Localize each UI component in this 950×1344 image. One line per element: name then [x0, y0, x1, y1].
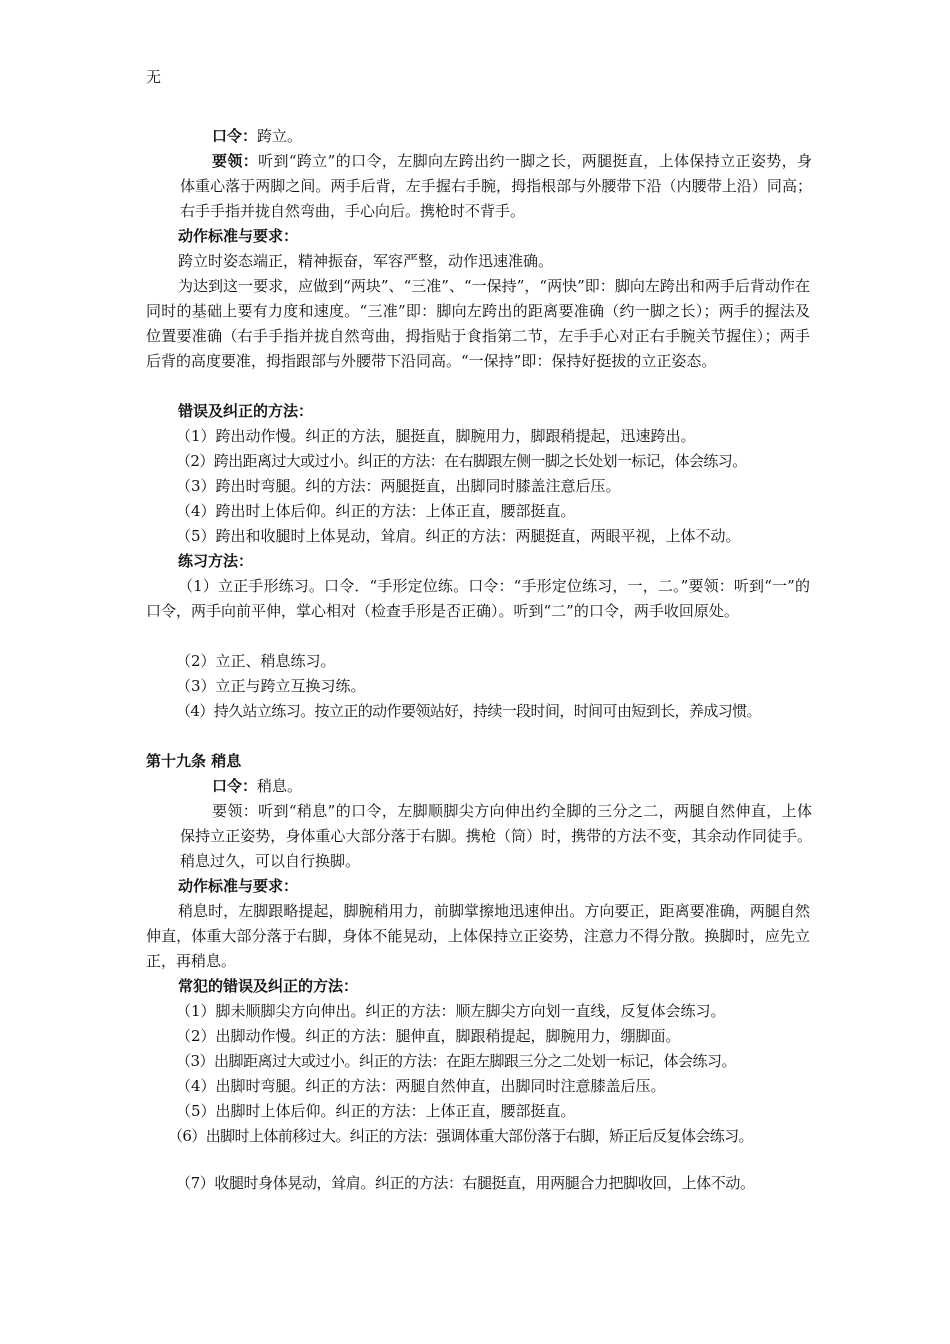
standards-paragraph-1: 跨立时姿态端正，精神振奋，军容严整，动作迅速准确。: [178, 252, 554, 270]
error-item: （5）出脚时上体后仰。纠正的方法：上体正直，腰部挺直。: [176, 1102, 576, 1120]
standards-paragraph-2: 为达到这一要求，应做到“两块”、“三准”、“一保持”，“两快”即：脚向左跨出和两手后背动作在同时的基础上要有力度和速度。“三准”即：脚向左跨出的距离要准确（约一脚之长）；两手的握法及位置要准确（右手手指并拢自然弯曲，拇指贴于食指第二节，左手手心对正右手腕关节握住）；两手后背的高度要准，拇指跟部与外腰带下沿同高。“一保持”即：保持好挺拔的立正姿态。: [146, 277, 810, 370]
standards-heading: 动作标准与要求：: [178, 877, 299, 895]
standards-heading: 动作标准与要求：: [178, 227, 299, 245]
error-item: （4）跨出时上体后仰。纠正的方法：上体正直，腰部挺直。: [176, 502, 576, 520]
practice-heading: 练习方法：: [178, 552, 254, 570]
standards-paragraph-1: 稍息时，左脚跟略提起，脚腕稍用力，前脚掌擦地迅速伸出。方向要正，距离要准确，两腿自然伸直，体重大部分落于右脚，身体不能晃动，上体保持立正姿势，注意力不得分散。换脚时，应先立正，再稍息。: [146, 902, 810, 970]
command-line: [212, 774, 832, 799]
practice-item: （1）立正手形练习。口令．“手形定位练。口令：“手形定位练习，一，二。”要领：听到“一”的口令，两手向前平伸，掌心相对（检查手形是否正确）。听到“二”的口令，两手收回原处。: [146, 577, 810, 620]
error-item: （2）出脚动作慢。纠正的方法：腿伸直，脚跟稍提起，脚腕用力，绷脚面。: [176, 1027, 681, 1045]
errors-heading: 错误及纠正的方法：: [178, 402, 314, 420]
error-item: （1）跨出动作慢。纠正的方法，腿挺直，脚腕用力，脚跟稍提起，迅速跨出。: [176, 427, 696, 445]
error-item: （5）跨出和收腿时上体晃动，耸肩。纠正的方法：两腿挺直，两眼平视，上体不动。: [176, 527, 741, 545]
error-item: （6）出脚时上体前移过大。纠正的方法：强调体重大部份落于右脚，矫正后反复体会练习。: [168, 1127, 753, 1145]
section-title: 第十九条 稍息: [146, 752, 242, 770]
command-line: [212, 124, 832, 149]
command-text: 跨立。: [257, 127, 303, 145]
page-header: 无: [146, 68, 162, 86]
practice-item: （4）持久站立练习。按立正的动作要领站好，持续一段时间，时间可由短到长，养成习惯。: [176, 702, 761, 720]
error-item: （3）跨出时弯腿。纠的方法：两腿挺直，出脚同时膝盖注意后压。: [176, 477, 621, 495]
essentials-paragraph: [180, 149, 812, 224]
essentials-label: 要领：: [212, 152, 259, 170]
practice-item: （2）立正、稍息练习。: [176, 652, 336, 670]
error-item: （4）出脚时弯腿。纠正的方法：两腿自然伸直，出脚同时注意膝盖后压。: [176, 1077, 666, 1095]
command-text: 稍息。: [257, 777, 303, 795]
error-item: （1）脚未顺脚尖方向伸出。纠正的方法：顺左脚尖方向划一直线，反复体会练习。: [176, 1002, 726, 1020]
practice-item: （3）立正与跨立互换习练。: [176, 677, 366, 695]
error-item: （2）跨出距离过大或过小。纠正的方法：在右脚跟左侧一脚之长处划一标记，体会练习。: [176, 452, 747, 470]
essentials-text: 听到“跨立”的口令，左脚向左跨出约一脚之长，两腿挺直，上体保持立正姿势，身体重心落于两脚之间。两手后背，左手握右手腕，拇指根部与外腰带下沿（内腰带上沿）同高；右手手指并拢自然弯曲，手心向后。携枪时不背手。: [180, 152, 812, 220]
essentials-paragraph: 要领：听到“稍息”的口令，左脚顺脚尖方向伸出约全脚的三分之二，两腿自然伸直，上体保持立正姿势，身体重心大部分落于右脚。携枪（筒）时，携带的方法不变，其余动作同徒手。稍息过久，可以自行换脚。: [180, 802, 812, 870]
error-item: （7）收腿时身体晃动，耸肩。纠正的方法：右腿挺直，用两腿合力把脚收回，上体不动。: [176, 1174, 755, 1192]
errors-heading: 常犯的错误及纠正的方法：: [178, 977, 359, 995]
error-item: （3）出脚距离过大或过小。纠正的方法：在距左脚跟三分之二处划一标记，体会练习。: [176, 1052, 737, 1070]
command-label: 口令：: [212, 777, 258, 795]
command-label: 口令：: [212, 127, 258, 145]
